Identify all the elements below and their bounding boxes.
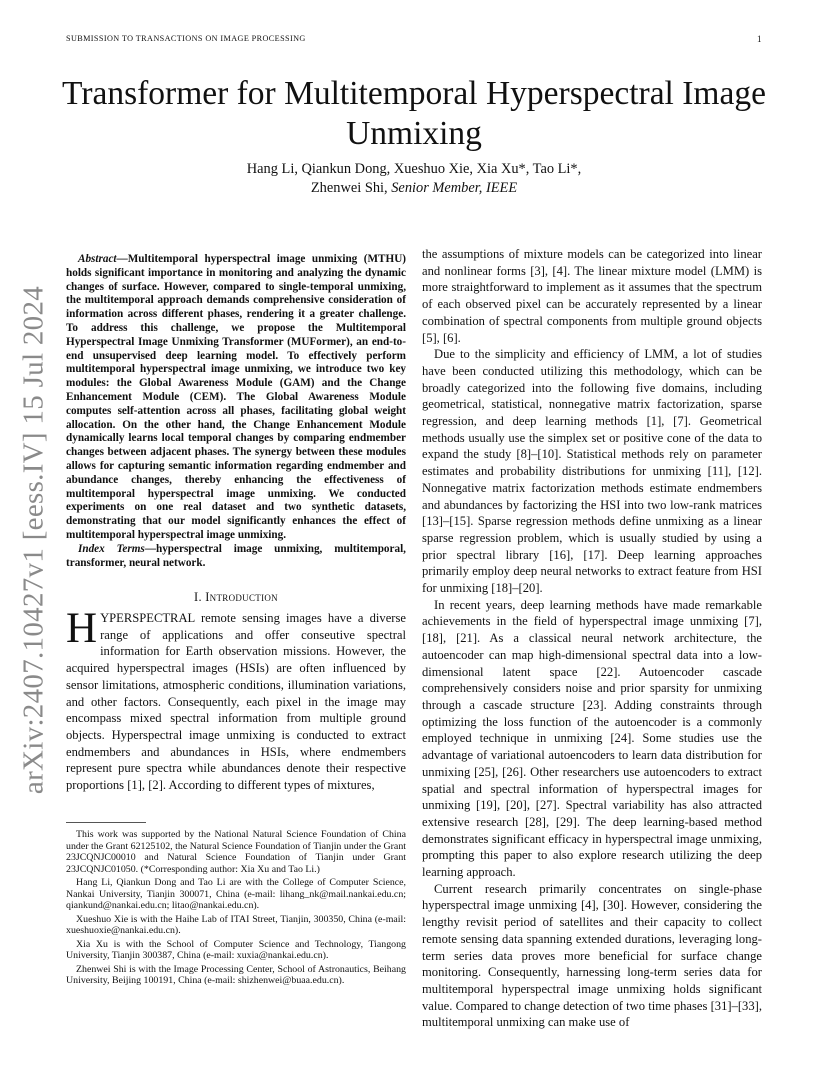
footnote: Xueshuo Xie is with the Haihe Lab of ITAI Street, Tianjin, 300350, China (e-mail: xueshuoxie@nankai.edu.cn).	[66, 913, 406, 936]
footnotes	[66, 829, 406, 989]
body-paragraph: Current research primarily concentrates on single-phase hyperspectral image unmixing [4], [30]. However, considering the lengthy revisit period of satellites and their capacity to collect remote sensing data spanning extended durations, leveraging long-term series data proves more beneficial for surface change monitoring. Consequently, harnessing long-term series data for multitemporal hyperspectral image unmixing holds significant value. Compared to change detection of two time phases [31]–[33], multitemporal unmixing can make use of	[422, 881, 762, 1030]
author-role: Senior Member, IEEE	[391, 180, 518, 196]
arxiv-identifier-text: arXiv:2407.10427v1 [eess.IV] 15 Jul 2024	[17, 285, 50, 795]
authors-line-2	[160, 179, 668, 198]
intro-text: YPERSPECTRAL remote sensing images have a diverse range of applications and offer conseutive spectral information for Earth observation missions. However, the acquired hyperspectral images (HSIs) are often influenced by sensor limitations, atmospheric conditions, illumination variations, and other factors. Consequently, each pixel in the image may encompass mixed spectral information from multiple ground objects. Hyperspectral image unmixing is conducted to extract endmembers and abundances in HSIs, where endmembers represent pure spectra while abundances denote their respective proportions [1], [2]. According to different types of mixtures,	[66, 611, 406, 793]
right-column	[422, 246, 762, 1031]
body-paragraph: In recent years, deep learning methods have made remarkable achievements in the field of hyperspectral image unmixing [7], [18], [21]. As a classical neural network architecture, the autoencoder can map high-dimensional spectral data into a low-dimensional latent space [22]. Autoencoder cascade comprehensively considers noise and prior sparsity for unmixing through a cascade structure [23]. Adding constraints through optimizing the loss function of the autoencoder is a commonly employed technique in unmixing [24]. Some studies use the advantage of variational autoencoders to learn data distribution for unmixing [25], [26]. Other researchers use autoencoders to extract spatial and spectral information of hyperspectral images for unmixing [19], [20], [27]. Spectral variability has also attracted extensive research [28], [29]. The deep learning-based method demonstrates significant efficacy in hyperspectral image unmixing, prompting this paper to also explore research utilizing the deep learning approach.	[422, 597, 762, 880]
arxiv-identifier	[14, 280, 54, 800]
index-terms-label: Index Terms	[78, 542, 145, 555]
left-column	[66, 253, 406, 794]
body-paragraph: the assumptions of mixture models can be categorized into linear and nonlinear forms [3], [4]. The linear mixture model (LMM) is more straightforward to implement as it assumes that the spectrum of each observed pixel can be accurately represented by a linear combination of spectral components from multiple ground objects [5], [6].	[422, 247, 762, 345]
body-paragraph: Due to the simplicity and efficiency of LMM, a lot of studies have been conducted utilizing this methodology, which can be broadly categorized into the following five domains, including geometrical, statistical, nonnegative matrix factorization, sparse regression, and deep learning methods [1], [7]. Geometrical methods usually use the simplex set or positive cone of the data to expand the study [8]–[10]. Statistical methods rely on parameter estimates and probability distributions for unmixing [11], [12]. Nonnegative matrix factorization methods estimate endmembers and abundances by factorizing the HSI into two low-rank matrices [13]–[15]. Sparse regression methods define unmixing as a linear sparse regression problem, which is usually studied by using a prior spectral library [16], [17]. Deep learning approaches primarily employ deep neural networks to extract feature from HSI for unmixing [18]–[20].	[422, 347, 762, 596]
footnote: Xia Xu is with the School of Computer Science and Technology, Tiangong University, Tianjin 300387, China (e-mail: xuxia@nankai.edu.cn).	[66, 938, 406, 961]
footnote-rule	[66, 822, 146, 823]
author-list	[160, 160, 668, 198]
footnote: Zhenwei Shi is with the Image Processing Center, School of Astronautics, Beihang University, Beijing 100191, China (e-mail: shizhenwei@buaa.edu.cn).	[66, 963, 406, 986]
intro-paragraph	[66, 605, 406, 794]
paper-title: Transformer for Multitemporal Hyperspectral Image Unmixing	[62, 75, 766, 152]
abstract-text: —Multitemporal hyperspectral image unmixing (MTHU) holds significant importance in monitoring and analyzing the dynamic changes of surface. However, compared to single-temporal unmixing, the multitemporal approach demands comprehensive consideration of information across different phases, rendering it a greater challenge. To address this challenge, we propose the Multitemporal Hyperspectral Image Unmixing Transformer (MUFormer), an end-to-end unsupervised deep learning model. To effectively perform multitemporal hyperspectral image unmixing, we introduce two key modules: the Global Awareness Module (GAM) and the Change Enhancement Module (CEM). The Global Awareness Module computes self-attention across all phases, facilitating global weight allocation. On the other hand, the Change Enhancement Module dynamically learns local temporal changes by comparing endmember changes between adjacent phases. The synergy between these modules allows for capturing semantic information regarding endmember and abundance changes, thereby enhancing the effectiveness of multitemporal hyperspectral image unmixing. We conducted experiments on one real dataset and two synthetic datasets, demonstrating that our model significantly enhances the effect of multitemporal hyperspectral image unmixing.	[66, 253, 406, 541]
index-terms-text: —hyperspectral image unmixing, multitemporal, transformer, neural network.	[66, 542, 406, 569]
running-head: SUBMISSION TO TRANSACTIONS ON IMAGE PROCESSING	[66, 34, 306, 43]
section-heading	[66, 589, 406, 606]
abstract-label: Abstract	[78, 253, 117, 265]
drop-cap: H	[66, 605, 98, 653]
index-terms	[66, 543, 406, 571]
abstract	[66, 253, 406, 543]
footnote: This work was supported by the National Natural Science Foundation of China under the Grant 62125102, the Natural Science Foundation of Tianjin under the Grant 23JCQNJC00010 and Natural Science Foundation of Tianjin under Grant 23JCQNJC01050. (*Corresponding author: Xia Xu and Tao Li.)	[66, 829, 406, 875]
section-title: Introduction	[205, 590, 278, 605]
author-name: Zhenwei Shi,	[310, 180, 388, 196]
page-number: 1	[757, 34, 762, 44]
section-numeral: I.	[194, 590, 206, 605]
footnote: Hang Li, Qiankun Dong and Tao Li are with the College of Computer Science, Nankai University, Tianjin 300071, China (e-mail: lihang_nk@mail.nankai.edu.cn; qiankund@nankai.edu.cn; litao@nankai.edu.cn).	[66, 877, 406, 911]
authors-line-1: Hang Li, Qiankun Dong, Xueshuo Xie, Xia Xu*, Tao Li*,	[246, 161, 582, 177]
